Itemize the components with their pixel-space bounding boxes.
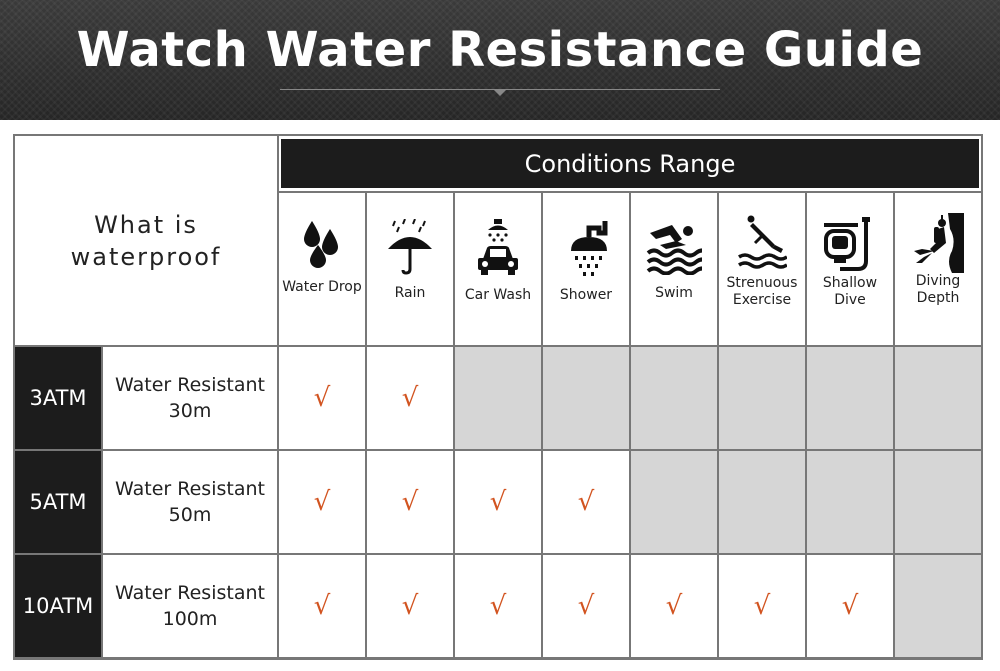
supported-cell	[367, 555, 453, 657]
level-desc-line1: Water Resistant	[115, 374, 265, 396]
level-description-cell	[103, 347, 277, 449]
car-wash-icon	[473, 219, 523, 277]
condition-label-line1: Car Wash	[464, 287, 532, 303]
water-drop-icon	[300, 219, 344, 269]
scuba-diver-icon	[912, 213, 964, 273]
check-mark-icon: √	[313, 383, 331, 413]
check-mark-icon: √	[577, 591, 595, 621]
conditions-range-header	[281, 139, 979, 188]
level-desc-line1: Water Resistant	[115, 582, 265, 604]
level-desc-line2: 30m	[168, 400, 212, 422]
supported-cell	[279, 347, 365, 449]
condition-shallow-dive	[807, 193, 893, 345]
unsupported-cell	[543, 347, 629, 449]
level-desc-line1: Water Resistant	[115, 478, 265, 500]
check-mark-icon: √	[401, 383, 419, 413]
condition-diving-depth	[895, 193, 981, 345]
check-mark-icon: √	[841, 591, 859, 621]
condition-label-line1: Shallow	[822, 275, 878, 291]
diving-exercise-icon	[737, 215, 787, 273]
check-mark-icon: √	[489, 487, 507, 517]
unsupported-cell	[719, 347, 805, 449]
shower-icon	[561, 219, 611, 277]
condition-car-wash	[455, 193, 541, 345]
check-mark-icon: √	[313, 591, 331, 621]
level-code-cell	[15, 347, 101, 449]
unsupported-cell	[631, 451, 717, 553]
corner-label-line2: waterproof	[70, 242, 222, 271]
condition-label-line2: Dive	[834, 292, 866, 308]
unsupported-cell	[719, 451, 805, 553]
condition-label-line1: Diving	[915, 273, 961, 289]
supported-cell	[455, 451, 541, 553]
unsupported-cell	[895, 555, 981, 657]
level-description-cell	[103, 451, 277, 553]
condition-shower	[543, 193, 629, 345]
unsupported-cell	[807, 347, 893, 449]
swimmer-icon	[646, 219, 702, 275]
title-notch	[493, 89, 507, 96]
level-code-cell	[15, 555, 101, 657]
condition-label-line2: Depth	[916, 290, 960, 306]
level-desc-line2: 50m	[168, 504, 212, 526]
check-mark-icon: √	[401, 591, 419, 621]
supported-cell	[367, 347, 453, 449]
check-mark-icon: √	[401, 487, 419, 517]
unsupported-cell	[807, 451, 893, 553]
table-corner-cell	[15, 136, 277, 345]
corner-label-line1: What is	[94, 210, 198, 239]
unsupported-cell	[895, 451, 981, 553]
level-description-cell	[103, 555, 277, 657]
level-code-cell	[15, 451, 101, 553]
page-title: Watch Water Resistance Guide	[76, 22, 924, 78]
header-banner	[0, 0, 1000, 120]
water-resistance-table	[13, 134, 983, 660]
level-code: 5ATM	[29, 490, 87, 514]
check-mark-icon: √	[753, 591, 771, 621]
supported-cell	[543, 451, 629, 553]
unsupported-cell	[631, 347, 717, 449]
level-code: 3ATM	[29, 386, 87, 410]
condition-swim	[631, 193, 717, 345]
snorkel-mask-icon	[822, 215, 878, 273]
supported-cell	[719, 555, 805, 657]
check-mark-icon: √	[665, 591, 683, 621]
condition-rain	[367, 193, 453, 345]
condition-label-line1: Shower	[559, 287, 613, 303]
condition-label-line1: Rain	[394, 285, 426, 301]
condition-label-line1: Water Drop	[282, 279, 362, 295]
condition-label-line1: Swim	[655, 285, 693, 301]
supported-cell	[367, 451, 453, 553]
check-mark-icon: √	[489, 591, 507, 621]
supported-cell	[631, 555, 717, 657]
check-mark-icon: √	[313, 487, 331, 517]
supported-cell	[543, 555, 629, 657]
level-code: 10ATM	[22, 594, 94, 618]
unsupported-cell	[895, 347, 981, 449]
supported-cell	[279, 451, 365, 553]
level-desc-line2: 100m	[162, 608, 218, 630]
supported-cell	[279, 555, 365, 657]
condition-label-line1: Strenuous	[726, 275, 798, 291]
umbrella-rain-icon	[385, 219, 435, 275]
conditions-range-label: Conditions Range	[524, 149, 736, 178]
condition-strenuous-exercise	[719, 193, 805, 345]
supported-cell	[455, 555, 541, 657]
unsupported-cell	[455, 347, 541, 449]
condition-water-drop	[279, 193, 365, 345]
supported-cell	[807, 555, 893, 657]
check-mark-icon: √	[577, 487, 595, 517]
condition-label-line2: Exercise	[732, 292, 792, 308]
